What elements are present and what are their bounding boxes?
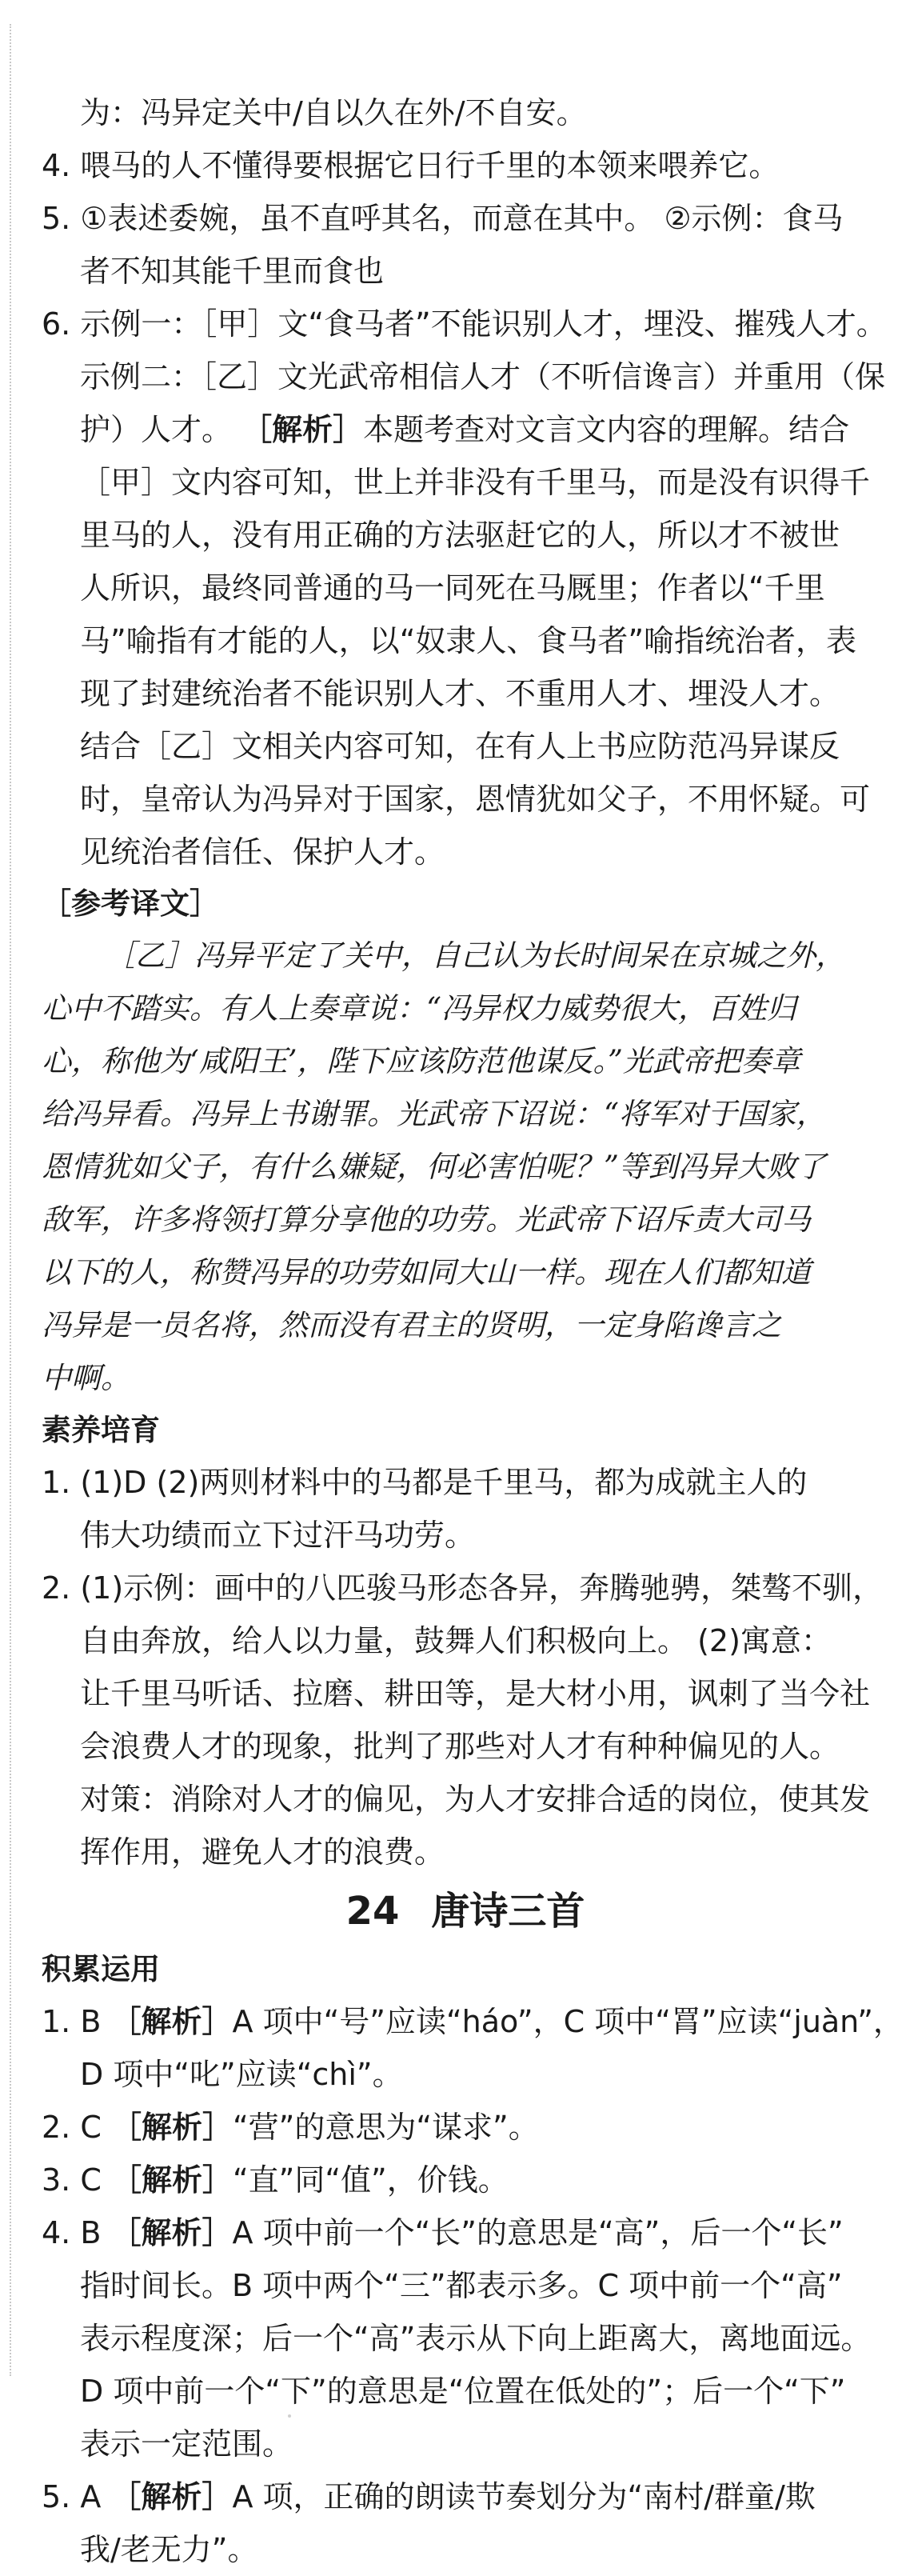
- translation-line: 中啊。: [42, 1361, 130, 1395]
- text-line: 示例二：［乙］文光武帝相信人才（不听信谗言）并重用（保: [80, 359, 886, 394]
- text-segment: “直”同“值”，价钱。: [232, 2162, 509, 2198]
- answer-choice: 1. B: [42, 2004, 111, 2039]
- text-line: 时，皇帝认为冯异对于国家，恩情犹如父子，不用怀疑。可: [80, 782, 871, 817]
- translation-line: 敌军，许多将领打算分享他的功劳。光武帝下诏斥责大司马: [42, 1202, 811, 1237]
- text-line: ［甲］文内容可知，世上并非没有千里马，而是没有识得千: [80, 465, 871, 500]
- text-line: 我/老无力”。: [80, 2532, 258, 2567]
- text-segment: 护）人才。: [80, 412, 242, 447]
- lesson-name: 唐诗三首: [431, 1889, 585, 1934]
- text-line: 会浪费人才的现象，批判了那些对人才有种种偏见的人。: [80, 1729, 840, 1764]
- lesson-number: 24: [345, 1889, 400, 1934]
- text-line: 让千里马听话、拉磨、耕田等，是大材小用，讽刺了当今社: [80, 1676, 871, 1711]
- answer-item-4: [42, 2206, 857, 2259]
- analysis-tag: ［解析］: [110, 2479, 233, 2514]
- text-line: 结合［乙］文相关内容可知，在有人上书应防范冯异谋反: [80, 729, 840, 764]
- section-heading-jilei: 积累运用: [42, 1952, 160, 1986]
- translation-heading: ［参考译文］: [42, 886, 219, 921]
- translation-line: 冯异是一员名将，然而没有君主的贤明，一定身陷谗言之: [42, 1308, 781, 1342]
- answer-item-2: [42, 2101, 857, 2154]
- text-line: 伟大功绩而立下过汗马功劳。: [80, 1518, 476, 1553]
- translation-line: 给冯异看。冯异上书谢罪。光武帝下诏说：“将军对于国家，: [42, 1097, 826, 1131]
- text-line: 挥作用，避免人才的浪费。: [80, 1834, 445, 1870]
- text-line: 表示程度深；后一个“高”表示从下向上距离大，离地面远。: [80, 2321, 872, 2356]
- answer-item-1: [42, 1995, 904, 2048]
- analysis-tag: ［解析］: [110, 2215, 233, 2250]
- text-line: 表示一定范围。: [80, 2426, 293, 2462]
- text-segment: 本题考查对文言文内容的理解。结合: [363, 412, 850, 447]
- text-line: 里马的人，没有用正确的方法驱赶它的人，所以才不被世: [80, 518, 840, 553]
- answer-item-2: 2. (1)示例：画中的八匹骏马形态各异，奔腾驰骋，桀骜不驯，: [42, 1570, 884, 1606]
- section-heading-suyang: 素养培育: [42, 1413, 160, 1447]
- answer-item-3: [42, 2154, 857, 2206]
- footer-mark: [288, 2414, 291, 2418]
- answer-content: [42, 86, 904, 2576]
- analysis-tag: ［解析］: [110, 2162, 233, 2198]
- text-line: 者不知其能千里而食也: [80, 254, 385, 289]
- text-line: 人所识，最终同普通的马一同死在马厩里；作者以“千里: [80, 570, 825, 606]
- answer-choice: 4. B: [42, 2215, 111, 2250]
- answer-item-6: 6. 示例一：［甲］文“食马者”不能识别人才，埋没、摧残人才。: [42, 306, 887, 342]
- answer-item-1: 1. (1)D (2)两则材料中的马都是千里马，都为成就主人的: [42, 1465, 808, 1500]
- text-line: [42, 403, 857, 456]
- answer-item-4: 4. 喂马的人不懂得要根据它日行千里的本领来喂养它。: [42, 148, 780, 183]
- text-line: 马”喻指有才能的人，以“奴隶人、食马者”喻指统治者，表: [80, 623, 857, 658]
- answer-choice: 3. C: [42, 2162, 111, 2198]
- translation-line: ［乙］冯异平定了关中，自己认为长时间呆在京城之外，: [106, 938, 845, 973]
- text-segment: A 项中“号”应读“háo”，C 项中“罥”应读“juàn”，: [232, 2004, 904, 2039]
- text-line: D 项中“叱”应读“chì”。: [80, 2057, 403, 2092]
- text-line: 现了封建统治者不能识别人才、不重用人才、埋没人才。: [80, 676, 840, 711]
- translation-line: 以下的人，称赞冯异的功劳如同大山一样。现在人们都知道: [42, 1255, 811, 1290]
- text-line: 自由奔放，给人以力量，鼓舞人们积极向上。 (2)寓意：: [80, 1623, 832, 1658]
- margin-dotted-rule: [10, 24, 11, 2376]
- answer-item-5: [42, 2470, 857, 2523]
- lesson-title: [42, 1878, 857, 1944]
- text-segment: A 项，正确的朗读节奏划分为“南村/群童/欺: [232, 2479, 816, 2514]
- translation-line: 心中不踏实。有人上奏章说：“冯异权力威势很大，百姓归: [42, 991, 796, 1026]
- answer-choice: 5. A: [42, 2479, 111, 2514]
- text-line: 指时间长。B 项中两个“三”都表示多。C 项中前一个“高”: [80, 2268, 843, 2303]
- text-line: 为：冯异定关中/自以久在外/不自安。: [80, 95, 587, 130]
- text-segment: “营”的意思为“谋求”。: [232, 2110, 539, 2145]
- answer-choice: 2. C: [42, 2110, 111, 2145]
- analysis-tag: ［解析］: [110, 2004, 233, 2039]
- answer-item-5: 5. ①表述委婉，虽不直呼其名，而意在其中。 ②示例：食马: [42, 201, 844, 236]
- analysis-tag: ［解析］: [241, 412, 364, 447]
- text-line: 对策：消除对人才的偏见，为人才安排合适的岗位，使其发: [80, 1782, 871, 1817]
- text-line: 见统治者信任、保护人才。: [80, 834, 445, 870]
- translation-line: 心，称他为‘咸阳王’，陛下应该防范他谋反。”光武帝把奏章: [42, 1044, 800, 1078]
- text-line: D 项中前一个“下”的意思是“位置在低处的”；后一个“下”: [80, 2374, 846, 2409]
- analysis-tag: ［解析］: [110, 2110, 233, 2145]
- translation-line: 恩情犹如父子，有什么嫌疑，何必害怕呢？”等到冯异大败了: [42, 1150, 826, 1184]
- text-segment: A 项中前一个“长”的意思是“高”，后一个“长”: [232, 2215, 844, 2250]
